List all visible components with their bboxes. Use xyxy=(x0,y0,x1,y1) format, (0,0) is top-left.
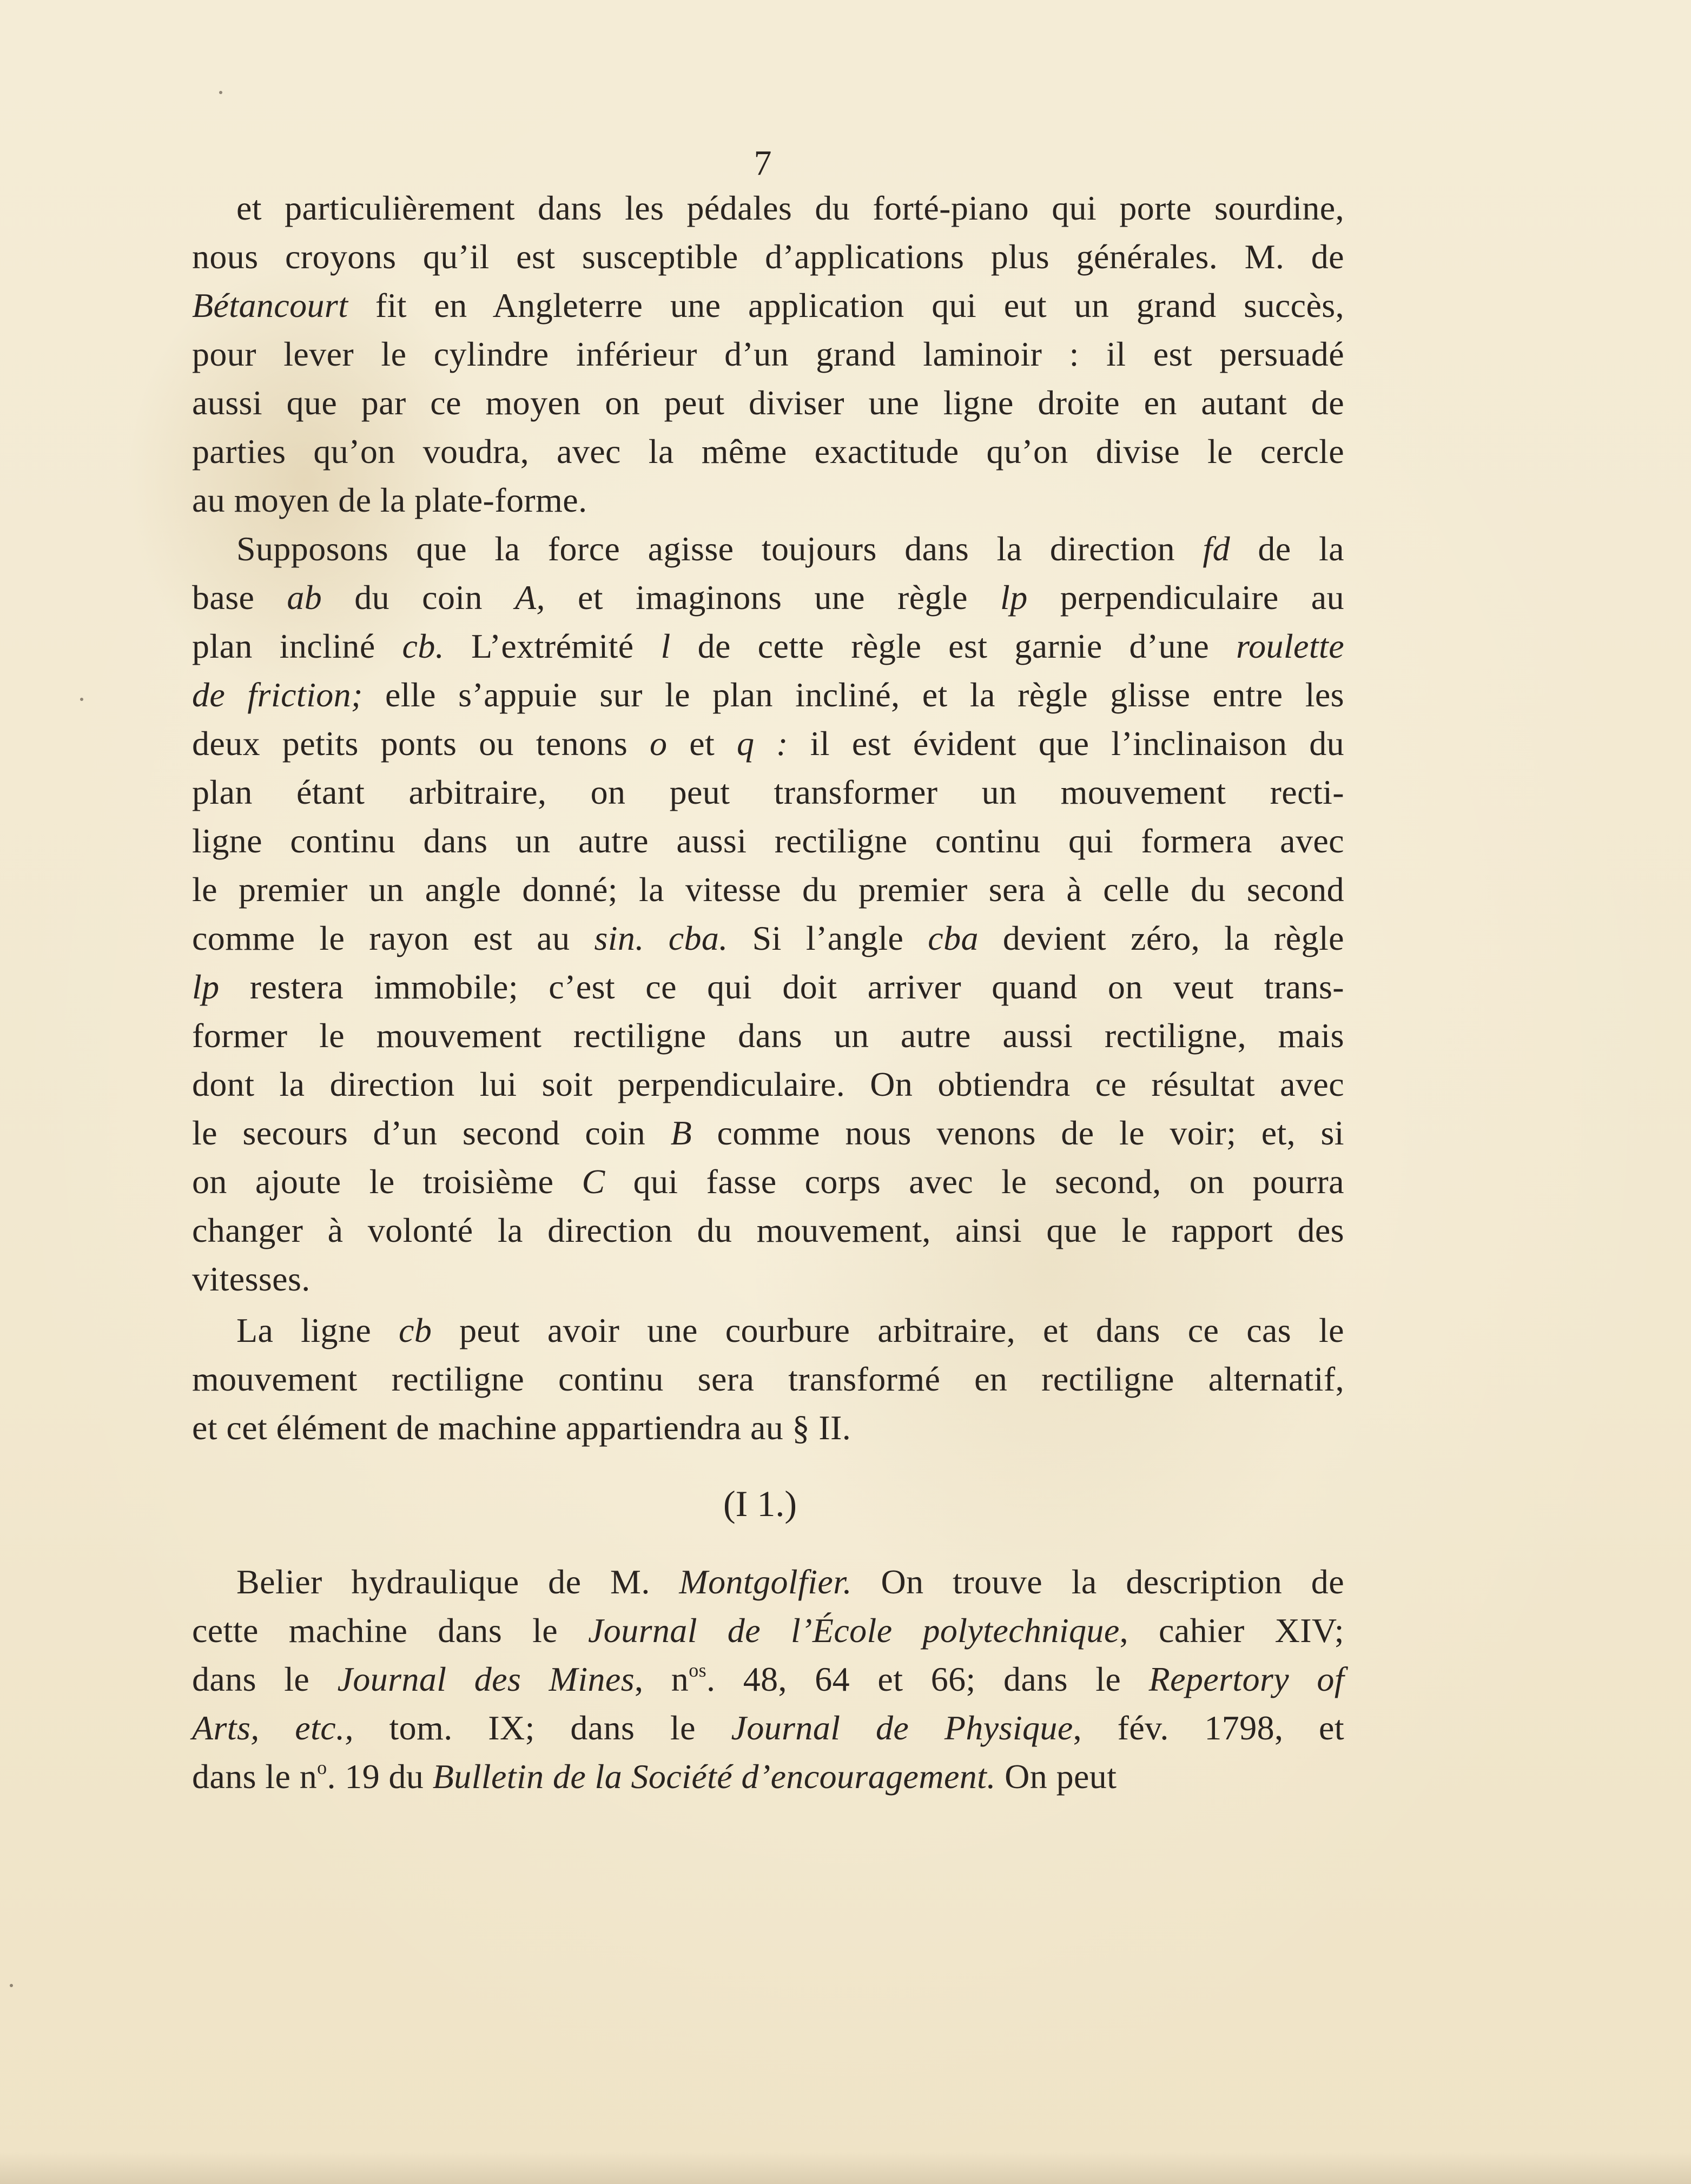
text-run: au moyen de la plate-forme. xyxy=(192,481,587,519)
italic-run: cb xyxy=(399,1311,432,1349)
text-line xyxy=(192,184,1344,233)
text-line xyxy=(192,476,1344,525)
italic-run: B xyxy=(670,1114,692,1152)
text-run: ligne continu dans un autre aussi rectiligne continu qui formera avec xyxy=(192,822,1344,860)
text-line xyxy=(192,1206,1344,1255)
text-line xyxy=(192,865,1344,914)
text-run: qui fasse corps avec le second, on pourra xyxy=(605,1162,1344,1201)
text-block-main xyxy=(192,184,1344,1303)
text-run: changer à volonté la direction du mouvement, ainsi que le rapport des xyxy=(192,1211,1344,1249)
italic-run: lp xyxy=(192,968,220,1006)
italic-run: Repertory of xyxy=(1148,1660,1344,1698)
paper-speck xyxy=(219,91,222,94)
text-line xyxy=(192,233,1344,281)
text-run: comme nous venons de le voir; et, si xyxy=(692,1114,1344,1152)
text-run: de cette règle est garnie d’une xyxy=(670,627,1237,665)
text-run: peut avoir une courbure arbitraire, et dans ce cas le xyxy=(432,1311,1344,1349)
text-line xyxy=(192,281,1344,330)
paragraph xyxy=(192,1558,1344,1801)
text-run: base xyxy=(192,578,287,617)
text-line xyxy=(192,1606,1344,1655)
text-line xyxy=(192,963,1344,1011)
text-line xyxy=(192,427,1344,476)
text-run: Belier hydraulique de M. xyxy=(236,1563,679,1601)
text-line xyxy=(192,622,1344,671)
text-run: La ligne xyxy=(236,1311,399,1349)
text-run: aussi que par ce moyen on peut diviser une ligne droite en autant de xyxy=(192,383,1344,422)
superscript-run: o xyxy=(317,1757,327,1778)
italic-run: de friction; xyxy=(192,676,363,714)
superscript-run: os xyxy=(689,1659,706,1681)
text-run: Si l’angle xyxy=(728,919,928,957)
text-run: il est évident que l’inclinaison du xyxy=(788,724,1345,763)
text-run: On peut xyxy=(995,1757,1117,1796)
section-heading: (I 1.) xyxy=(723,1483,797,1524)
text-run: parties qu’on voudra, avec la même exactitude qu’on divise le cercle xyxy=(192,432,1344,471)
text-line xyxy=(192,1109,1344,1157)
text-line xyxy=(192,817,1344,865)
italic-run: sin. cba. xyxy=(594,919,728,957)
text-run: le premier un angle donné; la vitesse du premier sera à celle du second xyxy=(192,870,1344,909)
text-run: . 48, 64 et 66; dans le xyxy=(706,1660,1149,1698)
text-run: perpendiculaire au xyxy=(1027,578,1344,617)
text-run: , n xyxy=(635,1660,689,1698)
italic-run: o xyxy=(650,724,668,763)
italic-run: Journal de l’École polytechnique xyxy=(587,1611,1120,1650)
text-line xyxy=(192,1306,1344,1355)
text-line xyxy=(192,1255,1344,1303)
text-run: et particulièrement dans les pédales du forté-piano qui porte sourdine, xyxy=(236,189,1344,227)
text-line xyxy=(192,719,1344,768)
text-run: du coin xyxy=(322,578,516,617)
paragraph xyxy=(192,525,1344,1303)
page-edge-shadow xyxy=(0,2152,1691,2184)
text-run: cette machine dans le xyxy=(192,1611,588,1650)
text-run: on ajoute le troisième xyxy=(192,1162,582,1201)
text-block-continued xyxy=(192,1306,1344,1452)
text-line xyxy=(192,1655,1344,1704)
text-run: devient zéro, la règle xyxy=(978,919,1344,957)
italic-run: fd xyxy=(1203,530,1230,568)
text-run: et cet élément de machine appartiendra au § II. xyxy=(192,1408,851,1447)
text-line xyxy=(192,573,1344,622)
text-line xyxy=(192,671,1344,719)
text-line xyxy=(192,379,1344,427)
text-run: , cahier XIV; xyxy=(1119,1611,1344,1650)
text-line xyxy=(192,1355,1344,1404)
text-run: comme le rayon est au xyxy=(192,919,595,957)
italic-run: A, xyxy=(515,578,545,617)
text-run: former le mouvement rectiligne dans un autre aussi rectiligne, mais xyxy=(192,1016,1344,1055)
italic-run: Bulletin de la Société d’encouragement. xyxy=(432,1757,996,1796)
text-run: nous croyons qu’il est susceptible d’applications plus générales. M. de xyxy=(192,237,1344,276)
text-block-section xyxy=(192,1558,1344,1801)
paragraph xyxy=(192,184,1344,525)
italic-run: cba xyxy=(928,919,979,957)
italic-run: Bétancourt xyxy=(192,286,348,325)
text-run: plan incliné xyxy=(192,627,402,665)
paper-speck xyxy=(10,1984,13,1987)
text-run: restera immobile; c’est ce qui doit arriver quand on veut trans- xyxy=(219,968,1344,1006)
text-line xyxy=(192,914,1344,963)
text-run: elle s’appuie sur le plan incliné, et la règle glisse entre les xyxy=(362,676,1344,714)
text-line xyxy=(192,1011,1344,1060)
italic-run: l xyxy=(660,627,671,665)
text-run: tom. IX; dans le xyxy=(353,1709,731,1747)
italic-run: Arts, etc., xyxy=(192,1709,354,1747)
italic-run: q : xyxy=(736,724,788,763)
text-run: dont la direction lui soit perpendiculaire. On obtiendra ce résultat avec xyxy=(192,1065,1344,1103)
text-run: de la xyxy=(1230,530,1344,568)
text-line xyxy=(192,1157,1344,1206)
italic-run: ab xyxy=(287,578,322,617)
text-run: , fév. 1798, et xyxy=(1073,1709,1344,1747)
text-line xyxy=(192,525,1344,573)
text-run: dans le xyxy=(192,1660,338,1698)
text-run: . 19 du xyxy=(327,1757,433,1796)
text-run: fit en Angleterre une application qui eut un grand succès, xyxy=(348,286,1344,325)
text-run: On trouve la description de xyxy=(851,1563,1345,1601)
text-run: mouvement rectiligne continu sera transformé en rectiligne alternatif, xyxy=(192,1360,1344,1398)
text-run: dans le n xyxy=(192,1757,318,1796)
italic-run: lp xyxy=(1000,578,1028,617)
text-run: le secours d’un second coin xyxy=(192,1114,671,1152)
text-run: vitesses. xyxy=(192,1260,311,1298)
italic-run: roulette xyxy=(1236,627,1345,665)
text-line xyxy=(192,330,1344,379)
text-run: pour lever le cylindre inférieur d’un grand laminoir : il est persuadé xyxy=(192,335,1344,373)
paragraph xyxy=(192,1306,1344,1452)
text-line xyxy=(192,1404,1344,1452)
italic-run: cb. xyxy=(402,627,445,665)
text-line xyxy=(192,1704,1344,1752)
italic-run: C xyxy=(582,1162,605,1201)
page-number: 7 xyxy=(754,143,772,183)
italic-run: Journal de Physique xyxy=(731,1709,1073,1747)
text-run: plan étant arbitraire, on peut transformer un mouvement recti- xyxy=(192,773,1344,811)
text-line xyxy=(192,1060,1344,1109)
text-run: et imaginons une règle xyxy=(545,578,1001,617)
text-line xyxy=(192,1558,1344,1606)
text-run: L’extrémité xyxy=(444,627,661,665)
text-line xyxy=(192,768,1344,817)
text-run: et xyxy=(667,724,737,763)
text-line xyxy=(192,1752,1344,1801)
italic-run: Montgolfier. xyxy=(679,1563,852,1601)
text-run: Supposons que la force agisse toujours dans la direction xyxy=(236,530,1203,568)
italic-run: Journal des Mines xyxy=(337,1660,635,1698)
text-run: deux petits ponts ou tenons xyxy=(192,724,650,763)
paper-speck xyxy=(80,698,83,701)
